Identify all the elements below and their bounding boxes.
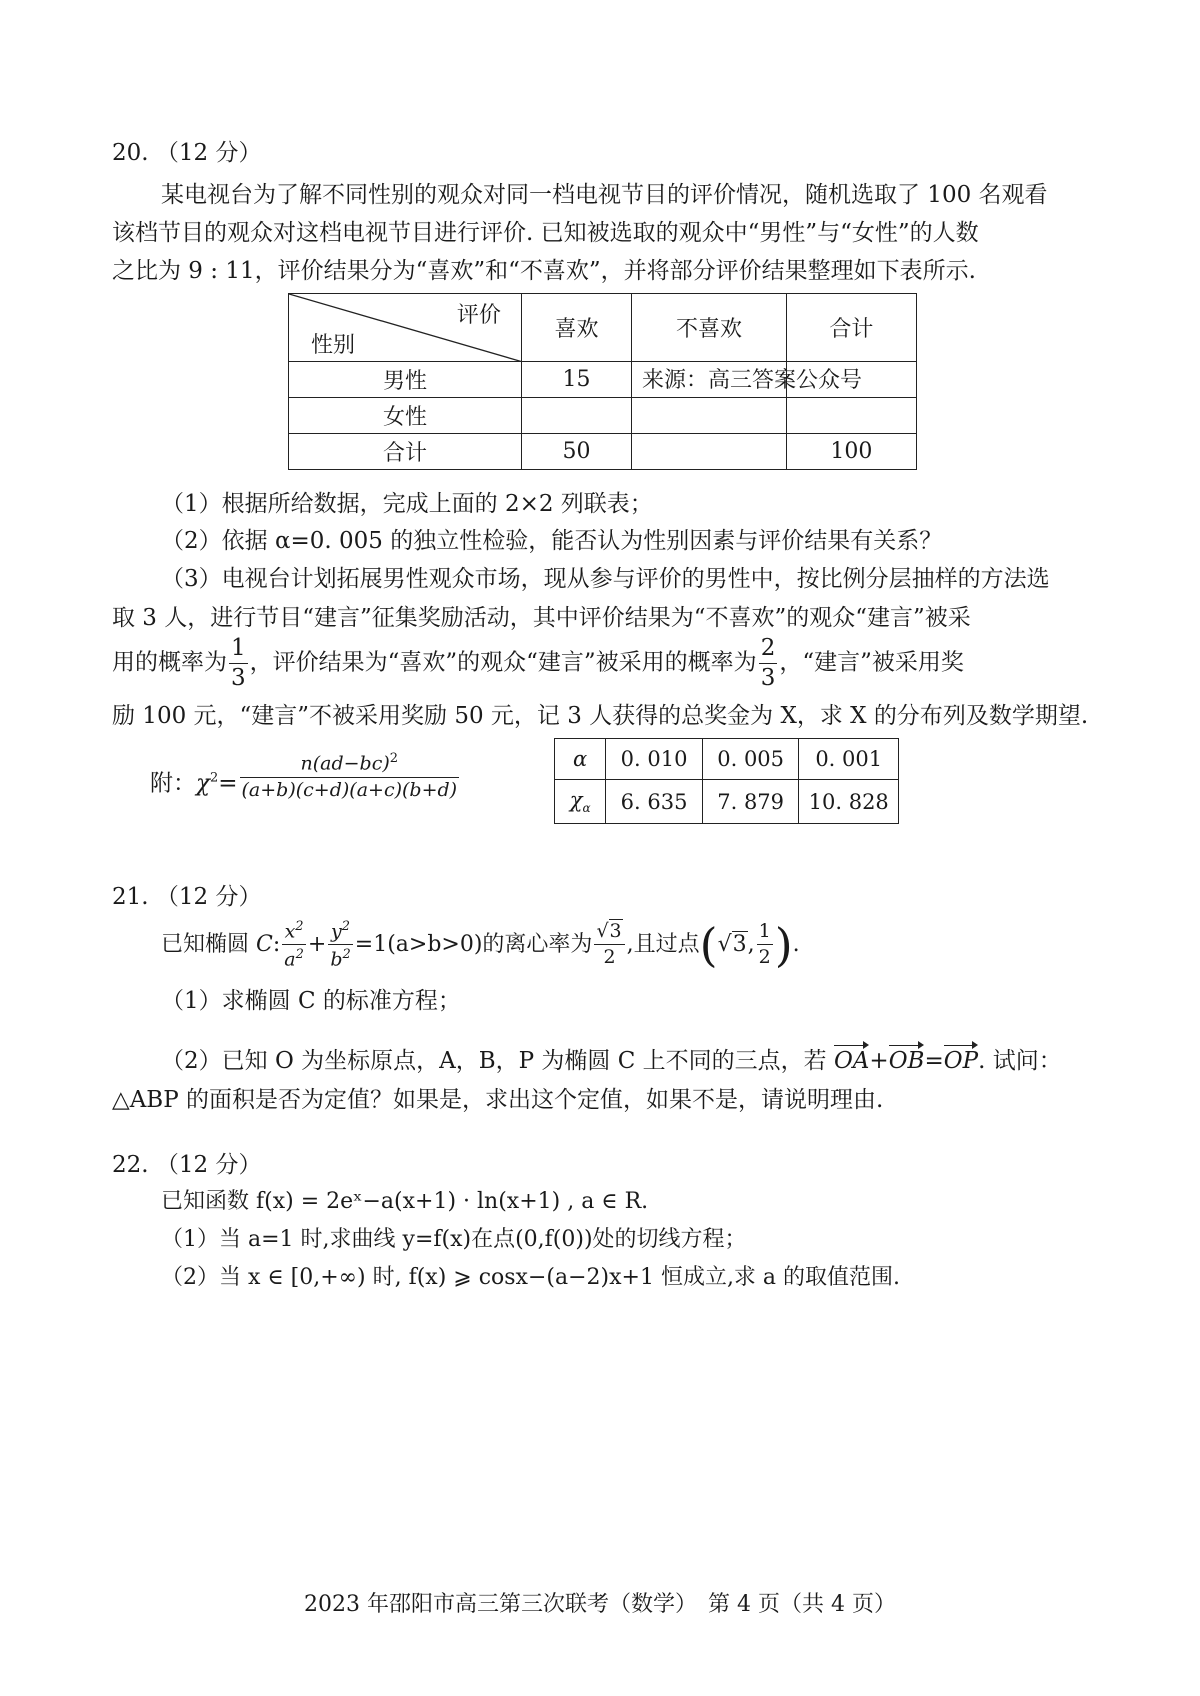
q20-sub3-line2: 取 3 人，进行节目“建言”征集奖励活动，其中评价结果为“不喜欢”的观众“建言”被采 xyxy=(112,605,971,631)
diagonal-header-cell xyxy=(289,294,522,362)
fraction-one-third xyxy=(229,637,248,690)
cell-male-like: 15 xyxy=(521,362,631,398)
diag-label-gender: 性别 xyxy=(311,333,356,358)
row-header-female: 女性 xyxy=(289,398,522,434)
fraction-sqrt3-over-2: $\frac{√3}{2}$ xyxy=(594,922,624,967)
vector-OB: OB xyxy=(888,1048,925,1074)
q20-para-line3: 之比为 9 : 11，评价结果分为“喜欢”和“不喜欢”，并将部分评价结果整理如下表所示. xyxy=(112,258,976,284)
q21-intro: 已知椭圆 C: $\frac{x^2}{a^2}$ + $\frac{y^2}{b^2}$ =1(a>b>0)的离心率为 $\frac{√3}{2}$ ,且过点(√3, $\frac{1}{2}$ ). xyxy=(161,917,800,972)
fraction-y2-b2: $\frac{y^2}{b^2}$ xyxy=(330,919,351,971)
fraction-x2-a2: $\frac{x^2}{a^2}$ xyxy=(284,919,304,971)
formula-denominator: (a+b)(c+d)(a+c)(b+d) xyxy=(241,779,458,802)
fraction-one-half: $\frac{1}{2}$ xyxy=(758,920,771,969)
q20-header: 20. （12 分） xyxy=(112,140,262,166)
q22-sub2: （2）当 x ∈ [0,+∞) 时, f(x) ⩾ cosx−(a−2)x+1 恒成立,求 a 的取值范围. xyxy=(161,1265,901,1290)
vector-OP: OP xyxy=(943,1048,979,1074)
q22-sub1: （1）当 a=1 时,求曲线 y=f(x)在点(0,f(0))处的切线方程； xyxy=(161,1227,747,1252)
col-header-dislike: 不喜欢 xyxy=(632,294,787,362)
q21-sub1: （1）求椭圆 C 的标准方程； xyxy=(161,988,461,1014)
chi-symbol: χ xyxy=(196,770,210,797)
cell-female-like xyxy=(521,398,631,434)
cell-female-dislike xyxy=(632,398,787,434)
q21-sub2-line1: （2）已知 O 为坐标原点，A，B，P 为椭圆 C 上不同的三点，若 OA+OB=OP. 试问： xyxy=(161,1048,1062,1074)
crit-value-1: 6. 635 xyxy=(606,780,703,824)
critical-value-table xyxy=(554,738,899,824)
row-header-male: 男性 xyxy=(289,362,522,398)
vector-OA: OA xyxy=(833,1048,870,1074)
appendix-label: 附： xyxy=(150,770,196,797)
col-header-like: 喜欢 xyxy=(521,294,631,362)
appendix-formula xyxy=(150,752,461,800)
crit-value-3: 10. 828 xyxy=(799,780,899,824)
q20-para-line1: 某电视台为了解不同性别的观众对同一档电视节目的评价情况，随机选取了 100 名观看 xyxy=(161,182,1048,208)
frac-numerator: 1 xyxy=(229,637,248,664)
frac-denominator: 3 xyxy=(231,665,246,691)
q20-sub3-line1: （3）电视台计划拓展男性观众市场，现从参与评价的男性中，按比例分层抽样的方法选 xyxy=(161,566,1050,592)
q20-sub3-line3 xyxy=(112,637,964,690)
fraction-two-thirds xyxy=(759,637,778,690)
q21-sub2-line2: △ABP 的面积是否为定值？如果是，求出这个定值，如果不是，请说明理由. xyxy=(112,1087,884,1113)
crit-alpha-header: α xyxy=(555,739,606,780)
frac-denominator: 3 xyxy=(760,665,776,691)
chi-square-fraction xyxy=(240,752,460,800)
page-footer: 2023 年邵阳市高三第三次联考（数学） 第 4 页（共 4 页） xyxy=(304,1592,896,1617)
frac-numerator: 2 xyxy=(759,637,778,664)
crit-alpha-2: 0. 005 xyxy=(702,739,799,780)
row-header-total: 合计 xyxy=(289,434,522,470)
watermark-text: 来源：高三答案公众号 xyxy=(642,368,863,393)
cell-total-total: 100 xyxy=(786,434,916,470)
crit-value-2: 7. 879 xyxy=(702,780,799,824)
chi-exponent: 2 xyxy=(209,770,219,786)
q20-s3-text-b: ，评价结果为“喜欢”的观众“建言”被采用的概率为 xyxy=(249,649,757,676)
formula-numerator: $n(ad-bc)^2$ xyxy=(240,752,460,778)
q22-header: 22. （12 分） xyxy=(112,1152,262,1178)
q20-para-line2: 该档节目的观众对这档电视节目进行评价. 已知被选取的观众中“男性”与“女性”的人数 xyxy=(112,220,979,246)
q22-intro: 已知函数 f(x) = 2eˣ−a(x+1) · ln(x+1) , a ∈ R. xyxy=(161,1189,649,1214)
q20-sub1: （1）根据所给数据，完成上面的 2×2 列联表； xyxy=(161,491,653,517)
q21-header: 21. （12 分） xyxy=(112,884,262,910)
crit-alpha-1: 0. 010 xyxy=(606,739,703,780)
col-header-total: 合计 xyxy=(786,294,916,362)
q20-sub2: （2）依据 α=0. 005 的独立性检验，能否认为性别因素与评价结果有关系？ xyxy=(161,528,943,554)
cell-total-dislike xyxy=(632,434,787,470)
diag-label-eval: 评价 xyxy=(456,303,501,328)
q20-sub3-line4: 励 100 元，“建言”不被采用奖励 50 元，记 3 人获得的总奖金为 X，求 X 的分布列及数学期望. xyxy=(112,703,1089,729)
cell-total-like: 50 xyxy=(521,434,631,470)
formula-equals: = xyxy=(218,770,238,797)
q20-s3-text-c: ，“建言”被采用奖 xyxy=(779,649,964,676)
q20-s3-text-a: 用的概率为 xyxy=(112,649,227,676)
cell-female-total xyxy=(786,398,916,434)
crit-alpha-3: 0. 001 xyxy=(799,739,899,780)
crit-chi-header: $\chi_\alpha$ xyxy=(555,780,606,824)
